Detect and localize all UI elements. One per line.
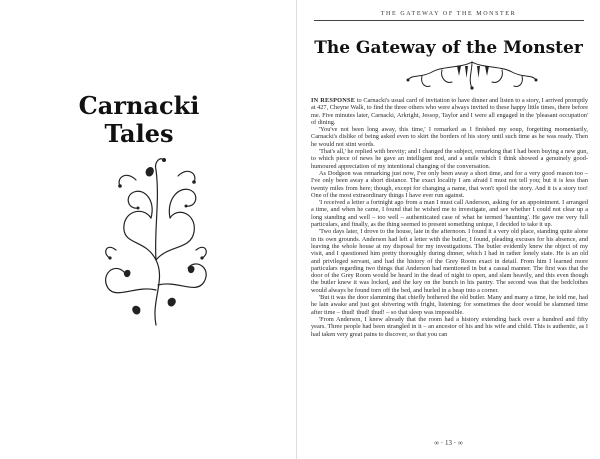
paragraph: 'I received a letter a fortnight ago from a man I must call Anderson, asking for an appointment. I arranged a time, and when he came, I found that he wished me to investigate, and see whether I could not clear up a long standing and well – too well – authenticated case of what he termed 'haunting'. He gave me very full particulars, and finally, as the thing seemed to present something unique, I decided to take it up. xyxy=(311,199,588,229)
page-number: ∞ · 13 · ∞ xyxy=(434,439,463,447)
chapter-title: The Gateway of the Monster xyxy=(314,38,583,58)
book-title-line-2: Tales xyxy=(104,119,174,148)
paragraph: 'From Anderson, I knew already that the room had a history extending back over a hundred and fifty years. Three people had been strangled in it – an ancestor of his and his wife and child. This is authentic, as I had taken very great pains to discover, so that you can xyxy=(311,315,588,338)
header-rule xyxy=(314,20,584,21)
paragraph: 'That's all,' he replied with brevity; and I changed the subject, remarking that I had been buying a new gun, to which piece of news he gave an intelligent nod, and a smile which I think showed a genuinely good-humoured appreciation of my intentional changing of the conversation. xyxy=(311,148,588,170)
paragraph: IN RESPONSE to Carnacki's usual card of invitation to have dinner and listen to a story, I arrived promptly at 427, Cheyne Walk, to find the three others who were always invited to these happy little times, there before me. Five minutes later, Carnacki, Arkright, Jessop, Taylor and I were all engaged in the 'pleasant occupation' of dining. xyxy=(311,97,589,126)
book-title-line-1: Carnacki xyxy=(78,91,200,120)
folio-ornament-right: · ∞ xyxy=(452,439,463,447)
chapter-ornament xyxy=(402,58,542,92)
paragraph: 'You've not been long away, this time,' I remarked as I finished my soup, forgetting momentarily, Carnacki's dislike of being asked even to skirt the borders of his story until such time as he was ready. Then he would not stint words. xyxy=(311,126,588,148)
running-head: THE GATEWAY OF THE MONSTER xyxy=(380,11,517,17)
paragraph: 'But it was the door slamming that chiefly bothered the old butler. Many and many a time, he told me, had he lain awake and just got shivering with fright, listening; for sometimes the door would be slammed time after time – thud! thud! thud! – so that sleep was impossible. xyxy=(311,294,588,316)
body-text xyxy=(311,97,588,338)
paragraph: 'Two days later, I drove to the house, late in the afternoon. I found it a very old place, standing quite alone in its own grounds. Anderson had left a letter with the butler, I found, pleading excuses for his absence, and leaving the whole house at my disposal for my investigations. The butler evidently knew the object of my visit, and I questioned him pretty thoroughly during dinner, which I had in rather lonely state. He is an old and privileged servant, and had the history of the Grey Room exact in detail. From him I learned more particulars regarding two things that Anderson had mentioned in but a casual manner. The first was that the door of the Grey Room would be heard in the dead of night to open, and slam heavily, and this even though the butler knew it was locked, and the key on the bunch in his pantry. The second was that the bedclothes would always be found torn off the bed, and hurled in a heap into a corner. xyxy=(311,228,588,294)
flourish-ornament xyxy=(96,150,216,330)
book-title xyxy=(64,92,214,148)
left-page xyxy=(0,0,297,459)
right-page xyxy=(297,0,600,459)
folio-ornament-left: ∞ · xyxy=(434,439,445,447)
paragraph: As Dodgson was remarking just now, I've only been away a short time, and for a very good reason too – I've only been away a short distance. The exact locality I am afraid I must not tell you; but it is less than twenty miles from here; though, except for changing a name, that won't spoil the story. And it is a story too! One of the most extraordinary things I have ever run against. xyxy=(311,169,588,199)
lead-in: IN RESPONSE xyxy=(311,97,356,104)
